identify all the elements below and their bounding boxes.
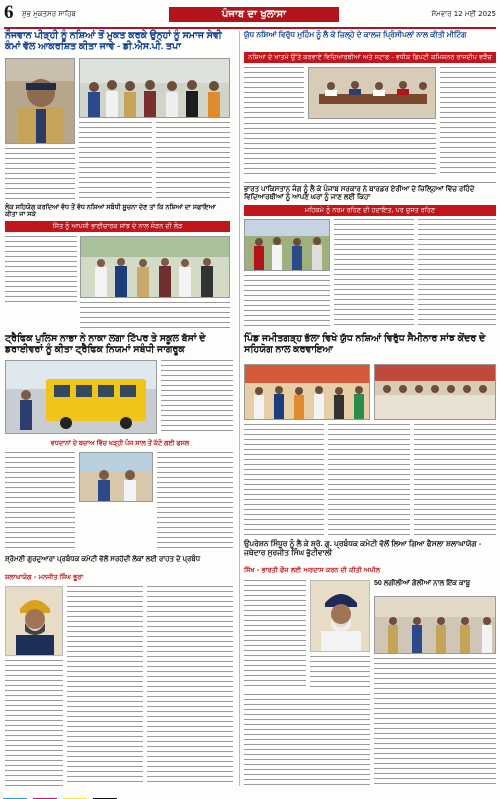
article-3-headline: ਲੋਕ ਸਹਿਯੋਗ ਕਰਦਿਆਂ ਵੱਧ ਤੋਂ ਵੱਧ ਨਸ਼ਿਆਂ ਸਬੰਧੀ ਸੂਚਨਾ ਦੇਣ ਤਾਂ ਕਿ ਨਸ਼ਿਆਂ ਦਾ ਸਫਾਇਆ ਕੀਤਾ ਜਾ ਸਕੇ <box>5 204 216 219</box>
article-11-headline: 50 ਲਗੀਲੀਆਂ ਗੋਲੀਆਂ ਨਾਲ ਇੱਕ ਕਾਬੂ <box>374 580 471 587</box>
article-9-headline: ਉਪਰੇਸ਼ਨ ਸਿੰਧੂਰ ਨੂੰ ਲੈ ਕੇ ਸ਼੍ਰੋ. ਗੁ. ਪ੍ਰਬੰਧਕ ਕਮੇਟੀ ਵੱਲੋਂ ਲਿਆ ਗਿਆ ਫੈਸਲਾ ਸ਼ਲਾਘਾਯੋਗ - ਜਥੇਦਾਰ ਸੁਰਜੀਤ ਸਿੰਘ ਭੁੱਟੀਵਾਲੀ <box>244 539 482 557</box>
article-8-body-col2 <box>157 452 233 550</box>
article-3-body <box>5 236 77 306</box>
article-10-portrait <box>5 586 63 656</box>
article-8-body <box>5 452 75 550</box>
article-6-photo-left <box>244 364 370 420</box>
article-3-body-col2 <box>80 302 230 330</box>
article-6-headline: ਪਿੰਡ ਜਮੀਤਗੜ੍ਹ ਭੱਲਾ ਵਿਖੇ ਯੁੱਧ ਨਸ਼ਿਆਂ ਵਿਰੁੱਧ ਸੈਮੀਨਾਰ ਸਾਂਝ ਕੇਂਦਰ ਦੇ ਸਹਿਯੋਗ ਨਾਲ ਕਰਵਾਇਆ <box>244 333 486 355</box>
masthead <box>4 4 496 26</box>
article-9-portrait <box>310 580 370 652</box>
section-banner: ਪੰਜਾਬ ਦਾ ਖੁਲਾਸਾ <box>169 7 339 22</box>
article-10-body <box>67 586 143 786</box>
divider-1 <box>244 182 496 183</box>
article-2-headline: ਯੁੱਧ ਨਸ਼ਿਆਂ ਵਿਰੁੱਧ ਮੁਹਿੰਮ ਨੂੰ ਲੈ ਕੇ ਜ਼ਿਲ੍ਹੇ ਦੇ ਕਾਲਜ ਪ੍ਰਿੰਸੀਪਲਾਂ ਨਾਲ ਕੀਤੀ ਮੀਟਿੰਗ <box>244 30 467 39</box>
article-3-subhead: ਜਿੱਤ ਨੂੰ ਆਪਸੀ ਭਾਈਚਾਰਕ ਸਾਂਝ ਦੇ ਨਾਲ ਜੋੜਨ ਦੀ ਲੋੜ <box>5 221 230 232</box>
article-10-headline: ਸ਼੍ਰੋਮਣੀ ਗੁਰਦੁਆਰਾ ਪ੍ਰਬੰਧਕ ਕਮੇਟੀ ਵੱਲੋਂ ਸਰਹੱਦੀ ਲੋਕਾਂ ਲਈ ਰਾਹਤ ਦੇ ਪ੍ਰਬੰਧ <box>5 556 201 563</box>
article-9-body-lower <box>244 694 370 786</box>
article-2-body-col3 <box>440 67 496 177</box>
article-4-body-col3 <box>418 219 496 329</box>
article-5-headline: ਟ੍ਰੈਫਿਕ ਪੁਲਿਸ ਨਾਭਾ ਨੇ ਨਾਕਾ ਲਗਾ ਟਿੱਪਰ ਤੇ ਸਕੂਲ ਬੱਸਾਂ ਦੇ ਡਰਾਈਵਰਾਂ ਨੂੰ ਕੀਤਾ ਟ੍ਰੈਫਿਕ ਨਿਯਮਾਂ ਸਬੰਧੀ ਜਾਗਰੂਕ <box>5 333 206 355</box>
article-10-subhead: ਸ਼ਲਾਘਾਯੋਗ - ਮਨਜੀਤ ਸਿੰਘ ਭੂਰਾ <box>5 573 84 581</box>
article-4-photo <box>244 219 330 271</box>
article-6-photo-right <box>374 364 496 420</box>
article-8-headline: ਵਧਦਾਨਾਂ ਦੇ ਬਚਾਅ ਵਿੱਚ ਖੜ੍ਹੀ ਪੰਜ ਸਾਲ ਤੋਂ ਕੱਟੋ ਗਈ ਫਸਲ <box>50 440 190 447</box>
paper-name: ਸ਼ੁਭ ਮੁਕਤਸਰ ਸਾਹਿਬ <box>22 10 76 18</box>
article-5-photo <box>5 360 157 434</box>
article-4-body-col1 <box>244 275 330 329</box>
column-divider <box>239 31 240 786</box>
article-2-body-lower <box>244 123 436 177</box>
masthead-rule <box>4 27 496 29</box>
page-number: 6 <box>4 2 14 23</box>
article-2-subhead: ਨਸ਼ਿਆਂ ਦੇ ਖਾਤਮੇ ਉੱਤੇ ਕਰਵਾਏ ਵਿਦਿਆਰਥੀਆਂ ਅਤੇ ਸਟਾਫ - ਵਧੀਕ ਡਿਪਟੀ ਕਮਿਸ਼ਨਰ ਰਾਜਦੀਪ ਵੜੈਚ <box>244 52 496 63</box>
article-1-body-col2 <box>79 122 152 200</box>
print-color-bar <box>0 790 500 799</box>
article-2-body <box>244 67 304 119</box>
article-3-photo <box>80 236 230 298</box>
article-1-photo-portrait <box>5 58 75 144</box>
article-4-body <box>334 219 414 329</box>
article-4-headline: ਭਾਰਤ ਪਾਕਿਸਤਾਨ ਜੰਗ ਨੂੰ ਲੈ ਕੇ ਪੰਜਾਬ ਸਰਕਾਰ ਨੇ ਬਾਰਡਰ ਏਰੀਆ ਦੇ ਜ਼ਿਲ੍ਹਿਆਂ ਵਿੱਚ ਰਹਿੰਦੇ ਵਿਦਿਆਰਥੀਆਂ ਨੂੰ ਆਪਣੇ ਘਰਾਂ ਨੂੰ ਜਾਣ ਲਈ ਕਿਹਾ <box>244 186 475 202</box>
article-10-body-col0 <box>5 660 63 786</box>
article-5-body <box>161 360 233 434</box>
article-1-body-col3 <box>156 122 230 200</box>
article-1-body <box>5 148 75 200</box>
article-9-body <box>244 580 306 690</box>
article-9-subhead: ਸਿੱਖ - ਭਾਰਤੀ ਫੌਜ ਲਈ ਅਰਦਾਸ ਕਰਨ ਦੀ ਕੀਤੀ ਅਪੀਲ <box>244 566 381 574</box>
article-1-photo-group <box>79 58 230 118</box>
article-10-body-col2 <box>147 586 233 786</box>
article-9-body-col2 <box>310 656 370 690</box>
article-6-body <box>244 424 324 536</box>
issue-date: ਸੋਮਵਾਰ 12 ਮਈ 2025 <box>431 10 496 18</box>
article-6-body-col3 <box>414 424 496 536</box>
article-4-subhead: ਮਹਿਕਮੇ ਨੂੰ ਨਰਮ ਰਹਿਣ ਦੀ ਹਦਾਇਤ, ਪਰ ਚੁਸਤ ਰਹਿਣ <box>244 205 496 216</box>
article-8-photo <box>79 452 153 502</box>
article-2-photo <box>308 67 436 119</box>
article-11-body <box>374 658 496 786</box>
article-11-photo <box>374 596 496 654</box>
article-6-body-col2 <box>328 424 410 536</box>
article-1-headline: ਨੌਜਵਾਨ ਪੀੜ੍ਹੀ ਨੂੰ ਨਸ਼ਿਆਂ ਤੋਂ ਮੁਕਤ ਕਰਕੇ ਉਨ੍ਹਾਂ ਨੂੰ ਸਮਾਜ ਸੇਵੀ ਕੰਮਾਂ ਵੱਲ ਆਕਰਸ਼ਿਤ ਕੀਤਾ ਜਾਵੇ - ਡੀ.ਐਸ.ਪੀ. ਤਪਾ <box>5 30 222 52</box>
